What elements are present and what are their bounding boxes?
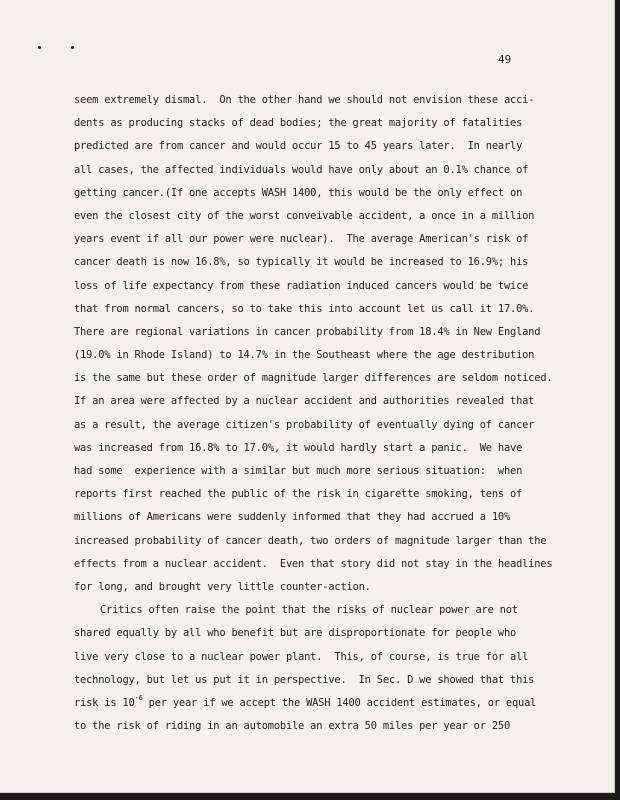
text-line: years event if all our power were nuclear). The average American's risk of [74,233,529,246]
text-line: technology, but let us put it in perspective. In Sec. D we showed that this [74,673,535,686]
text-line: effects from a nuclear accident. Even that story did not stay in the headlines [74,557,553,570]
text-line: dents as producing stacks of dead bodies; the great majority of fatalities [74,117,523,130]
exponent: -6 [134,694,143,703]
page-number: 49 [498,53,512,66]
text-line: seem extremely dismal. On the other hand we should not envision these acci- [74,94,535,106]
text-line: predicted are from cancer and would occur 15 to 45 years later. In nearly [74,140,523,153]
text-line: all cases, the affected individuals would have only about an 0.1% chance of [74,163,529,176]
text-fragment: risk is 10 [74,696,135,709]
text-line: getting cancer.(If one accepts WASH 1400, this would be the only effect on [74,186,523,199]
text-line: had some experience with a similar but much more serious situation: when [74,465,523,477]
text-line: as a result, the average citizen's probability of eventually dying of cancer [74,418,535,431]
text-line: increased probability of cancer death, two orders of magnitude larger than the [74,534,547,547]
text-line: There are regional variations in cancer probability from 18.4% in New England [74,325,541,338]
paragraph-start-line: Critics often raise the point that the risks of nuclear power are not [100,604,518,617]
text-line-with-exponent [74,692,544,715]
text-line: was increased from 16.8% to 17.0%, it would hardly start a panic. We have [74,441,523,454]
body-text [74,89,553,738]
text-fragment: per year if we accept the WASH 1400 accident estimates, or equal [142,696,537,709]
text-line: reports first reached the public of the risk in cigarette smoking, tens of [74,488,523,501]
text-line: even the closest city of the worst conveivable accident, a once in a million [74,209,535,222]
text-line: is the same but these order of magnitude larger differences are seldom noticed. [74,372,553,385]
text-line: to the risk of riding in an automobile an extra 50 miles per year or 250 [74,720,511,733]
punch-mark [71,46,74,49]
text-line: that from normal cancers, so to take this into account let us call it 17.0%. [74,302,535,315]
text-line: live very close to a nuclear power plant. This, of course, is true for all [74,650,529,663]
text-line: If an area were affected by a nuclear accident and authorities revealed that [74,395,535,408]
text-line: shared equally by all who benefit but are disproportionate for people who [74,627,517,640]
punch-mark [38,46,41,49]
text-line: loss of life expectancy from these radiation induced cancers would be twice [74,279,529,292]
text-line: for long, and brought very little counter-action. [74,580,371,593]
text-line: cancer death is now 16.8%, so typically it would be increased to 16.9%; his [74,256,529,269]
text-line: millions of Americans were suddenly informed that they had accrued a 10% [74,511,511,524]
text-line: (19.0% in Rhode Island) to 14.7% in the Southeast where the age destribution [74,349,535,362]
